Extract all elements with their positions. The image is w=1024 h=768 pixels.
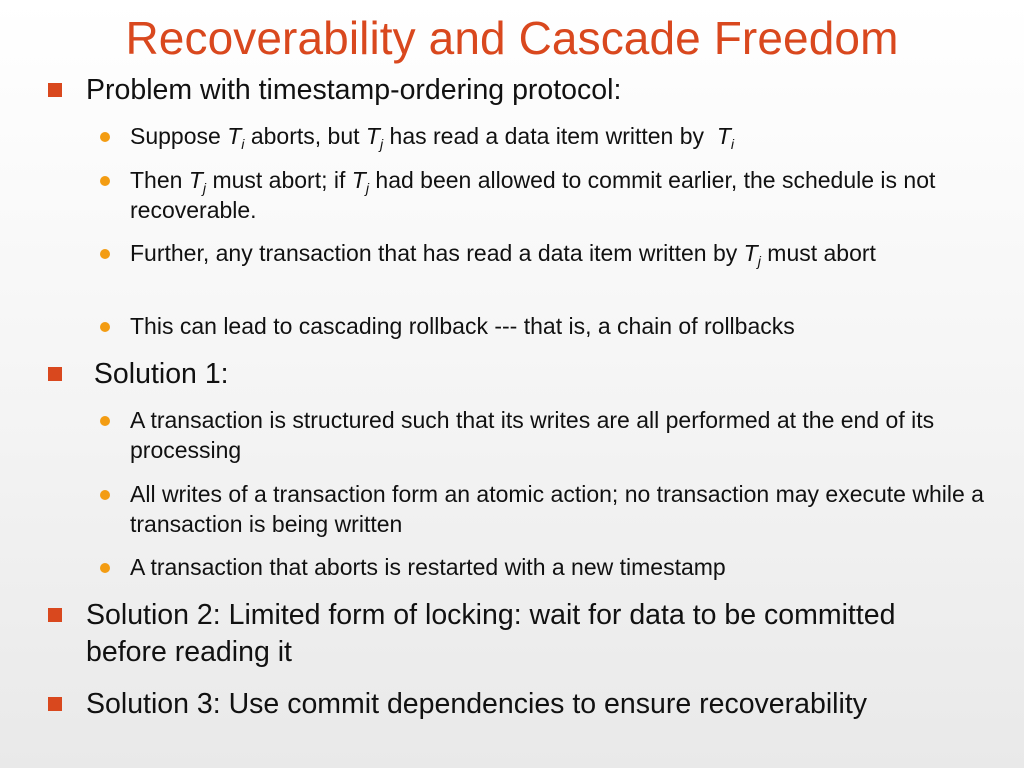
square-bullet-icon: [48, 367, 62, 381]
bullet-text: Solution 3: Use commit dependencies to ensure recoverability: [86, 688, 867, 720]
bullet-text: Solution 1:: [86, 358, 229, 390]
bullet-text: Solution 2: Limited form of locking: wait for data to be committed before reading it: [86, 599, 896, 668]
sub-bullet-then: [130, 165, 1000, 225]
slide-title: Recoverability and Cascade Freedom: [125, 12, 899, 64]
round-bullet-icon: [100, 249, 110, 259]
sub-bullet-further: [130, 238, 1000, 268]
text-segment: aborts, but: [244, 123, 366, 149]
sub-bullet-structured: [130, 405, 1000, 465]
round-bullet-icon: [100, 416, 110, 426]
symbol-ti: $T_i$: [716, 123, 735, 153]
sub-bullet-restarted: [130, 552, 1000, 582]
text-segment: has read a data item written by: [383, 123, 717, 149]
bullet-text: A transaction is structured such that its writes are all performed at the end of its processing: [130, 407, 935, 463]
text-segment: Suppose: [130, 123, 228, 149]
sub-bullet-cascading: [130, 311, 1000, 341]
symbol-tj: $T_j$: [188, 167, 207, 197]
symbol-tj: $T_j$: [743, 240, 761, 270]
text-segment: Then: [130, 167, 189, 193]
round-bullet-icon: [100, 563, 110, 573]
bullet-solution-2: [86, 597, 946, 671]
bullet-text: All writes of a transaction form an atomic action; no transaction may execute while a transaction is being written: [130, 481, 984, 537]
round-bullet-icon: [100, 132, 110, 142]
sub-bullet-atomic: [130, 479, 1000, 539]
round-bullet-icon: [100, 490, 110, 500]
bullet-problem: [86, 72, 946, 109]
symbol-tj: $T_j$: [365, 123, 384, 153]
sub-bullet-suppose: [130, 121, 1000, 151]
square-bullet-icon: [48, 697, 62, 711]
round-bullet-icon: [100, 176, 110, 186]
bullet-text: This can lead to cascading rollback --- that is, a chain of rollbacks: [130, 313, 795, 339]
square-bullet-icon: [48, 83, 62, 97]
square-bullet-icon: [48, 608, 62, 622]
text-segment: Further, any transaction that has read a data item written by: [130, 240, 744, 266]
round-bullet-icon: [100, 322, 110, 332]
text-segment: must abort: [760, 240, 876, 266]
bullet-solution-3: [86, 686, 946, 723]
bullet-text: A transaction that aborts is restarted with a new timestamp: [130, 554, 726, 580]
text-segment: had been allowed to commit earlier, the schedule is not recoverable.: [130, 167, 936, 223]
text-segment: must abort; if: [206, 167, 352, 193]
bullet-text: Problem with timestamp-ordering protocol:: [86, 74, 622, 106]
symbol-tj: $T_j$: [351, 167, 370, 197]
bullet-solution-1: [86, 356, 946, 393]
symbol-ti: $T_i$: [227, 123, 245, 153]
